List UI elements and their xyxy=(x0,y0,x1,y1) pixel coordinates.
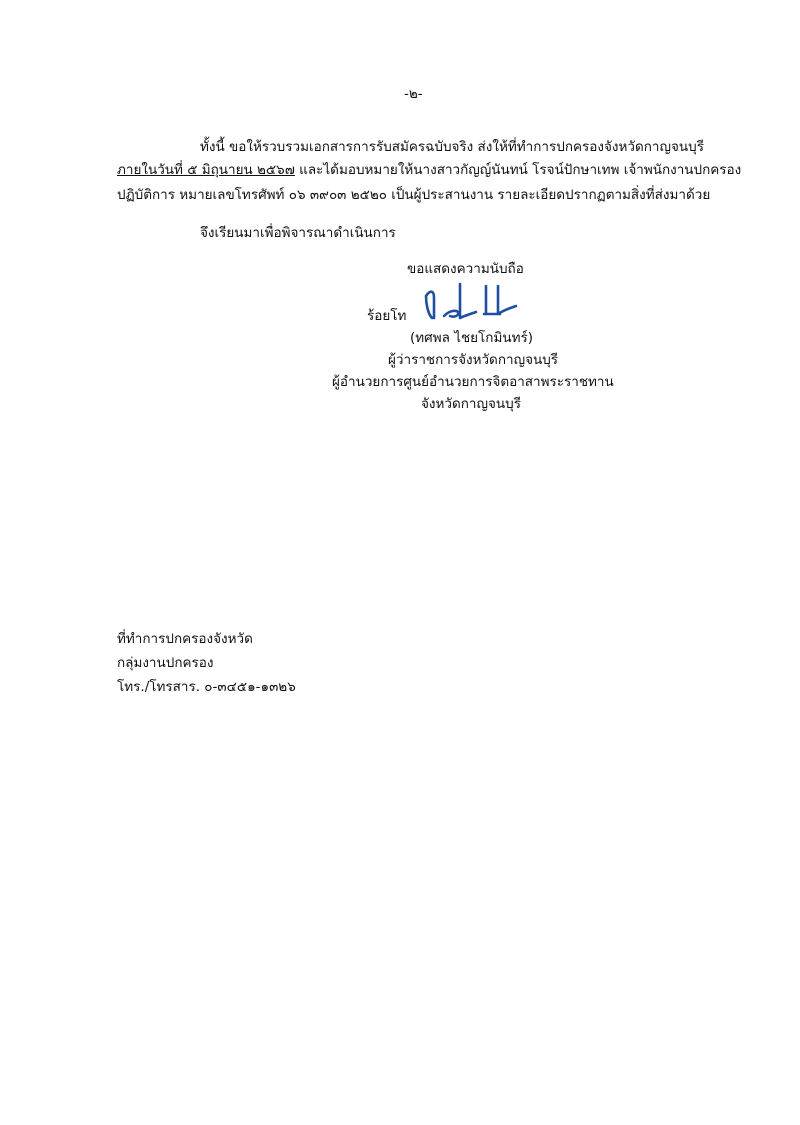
paragraph-line-1: ทั้งนี้ ขอให้รวบรวมเอกสารการรับสมัครฉบับจริง ส่งให้ที่ทำการปกครองจังหวัดกาญจนบุรี xyxy=(200,139,704,155)
handwritten-signature xyxy=(420,280,520,322)
page-number: -๒- xyxy=(404,86,423,102)
office-group: กลุ่มงานปกครอง xyxy=(117,655,214,671)
paragraph-line-2-rest: และได้มอบหมายให้นางสาวกัญญ์นันทน์ โรจน์ปักษาเทพ เจ้าพนักงานปกครอง xyxy=(294,162,742,178)
paragraph-line-3: ปฏิบัติการ หมายเลขโทรศัพท์ ๐๖ ๓๙๐๓ ๒๕๒๐ เป็นผู้ประสานงาน รายละเอียดปรากฏตามสิ่งที่ส่งมาด้วย xyxy=(117,187,711,203)
closing-request: จึงเรียนมาเพื่อพิจารณาดำเนินการ xyxy=(200,225,396,241)
signer-position-1: ผู้ว่าราชการจังหวัดกาญจนบุรี xyxy=(388,352,559,368)
office-phone: โทร./โทรสาร. ๐-๓๔๕๑-๑๓๒๖ xyxy=(117,679,296,695)
signer-position-2: ผู้อำนวยการศูนย์อำนวยการจิตอาสาพระราชทาน xyxy=(332,374,614,390)
deadline-text: ภายในวันที่ ๕ มิถุนายน ๒๕๖๗ xyxy=(117,162,295,178)
signer-rank: ร้อยโท xyxy=(367,308,407,324)
paragraph-line-2 xyxy=(117,161,741,179)
signer-name: (ทศพล ไชยโกมินทร์) xyxy=(410,330,534,346)
regards-text: ขอแสดงความนับถือ xyxy=(407,261,524,277)
office-name: ที่ทำการปกครองจังหวัด xyxy=(117,631,253,647)
signer-position-3: จังหวัดกาญจนบุรี xyxy=(421,396,521,412)
